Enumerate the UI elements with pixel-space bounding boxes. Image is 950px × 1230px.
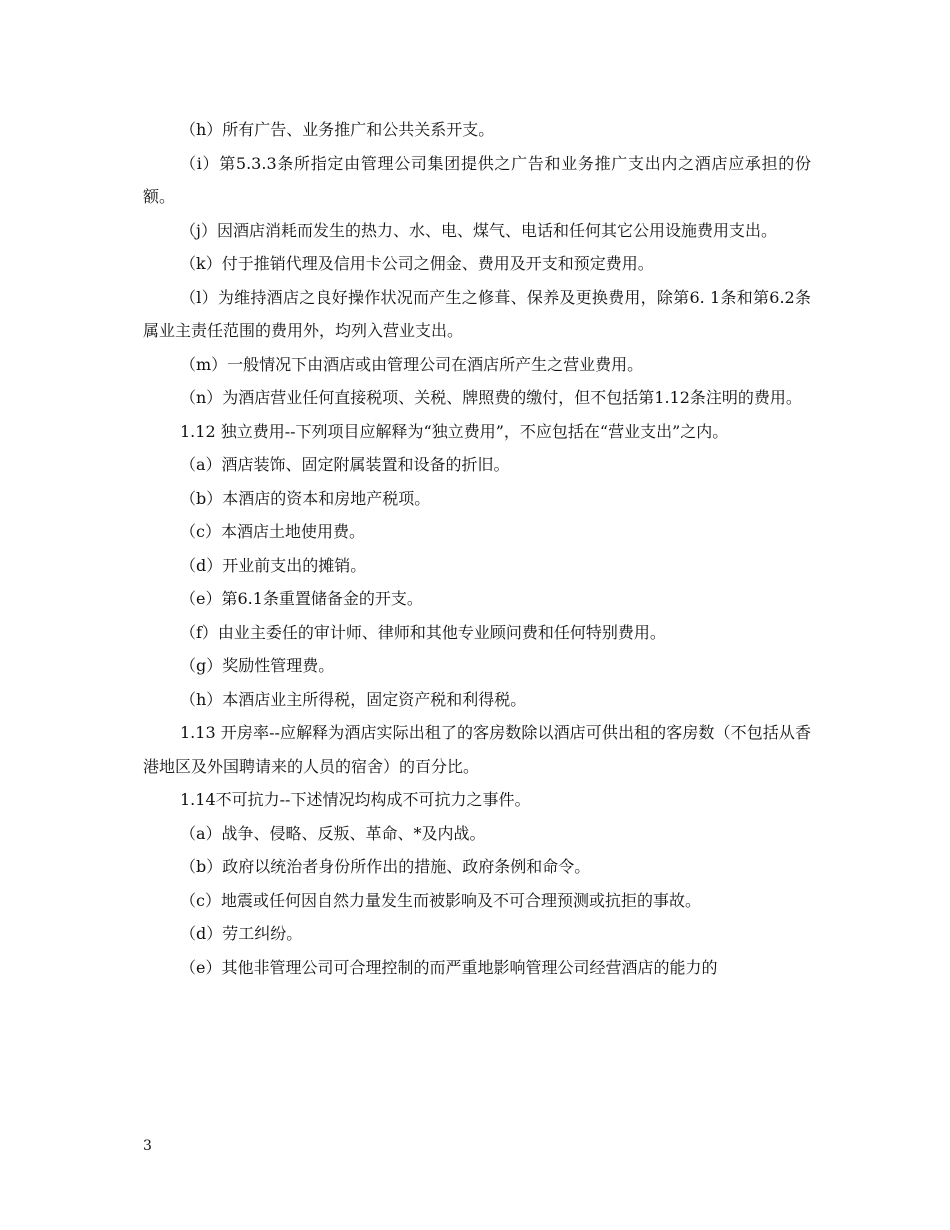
paragraph: （j）因酒店消耗而发生的热力、水、电、煤气、电话和任何其它公用设施费用支出。 xyxy=(180,220,777,240)
section-heading-paragraph: 1.12 独立费用--下列项目应解释为“独立费用”，不应包括在“营业支出”之内。 xyxy=(180,421,729,441)
paragraph: （c）本酒店土地使用费。 xyxy=(180,522,365,541)
paragraph: （i）第5.3.3条所指定由管理公司集团提供之广告和业务推广支出内之酒店应承担的份额。 xyxy=(143,153,811,206)
paragraph: （h）所有广告、业务推广和公共关系开支。 xyxy=(180,120,495,139)
paragraph: （b）政府以统治者身份所作出的措施、政府条例和命令。 xyxy=(180,857,591,876)
paragraph: （a）酒店装饰、固定附属装置和设备的折旧。 xyxy=(180,455,510,474)
paragraph: （d）开业前支出的摊销。 xyxy=(180,555,367,575)
section-heading-paragraph: 1.14不可抗力--下述情况均构成不可抗力之事件。 xyxy=(180,790,531,809)
paragraph: （m）一般情况下由酒店或由管理公司在酒店所产生之营业费用。 xyxy=(180,354,644,374)
paragraph: （b）本酒店的资本和房地产税项。 xyxy=(180,488,431,508)
document-body xyxy=(143,113,811,984)
paragraph: （e）第6.1条重置储备金的开支。 xyxy=(180,589,423,608)
paragraph: （g）奖励性管理费。 xyxy=(180,656,335,675)
page-number: 3 xyxy=(143,1138,152,1154)
paragraph: （k）付于推销代理及信用卡公司之佣金、费用及开支和预定费用。 xyxy=(180,254,654,273)
paragraph: （d）劳工纠纷。 xyxy=(180,924,303,943)
paragraph: （l）为维持酒店之良好操作状况而产生之修葺、保养及更换费用，除第6. 1条和第6.2条属业主责任范围的费用外，均列入营业支出。 xyxy=(143,287,811,340)
paragraph: （c）地震或任何因自然力量发生而被影响及不可合理预测或抗拒的事故。 xyxy=(180,890,701,910)
paragraph: （n）为酒店营业任何直接税项、关税、牌照费的缴付，但不包括第1.12条注明的费用。 xyxy=(180,388,802,407)
section-heading-paragraph: 1.13 开房率--应解释为酒店实际出租了的客房数除以酒店可供出租的客房数（不包括从香港地区及外国聘请来的人员的宿舍）的百分比。 xyxy=(143,723,811,776)
paragraph: （f）由业主委任的审计师、律师和其他专业顾问费和任何特别费用。 xyxy=(180,622,666,642)
paragraph: （h）本酒店业主所得税，固定资产税和利得税。 xyxy=(180,689,527,709)
paragraph: （e）其他非管理公司可合理控制的而严重地影响管理公司经营酒店的能力的 xyxy=(180,957,718,977)
paragraph: （a）战争、侵略、反叛、革命、*及内战。 xyxy=(180,823,486,843)
